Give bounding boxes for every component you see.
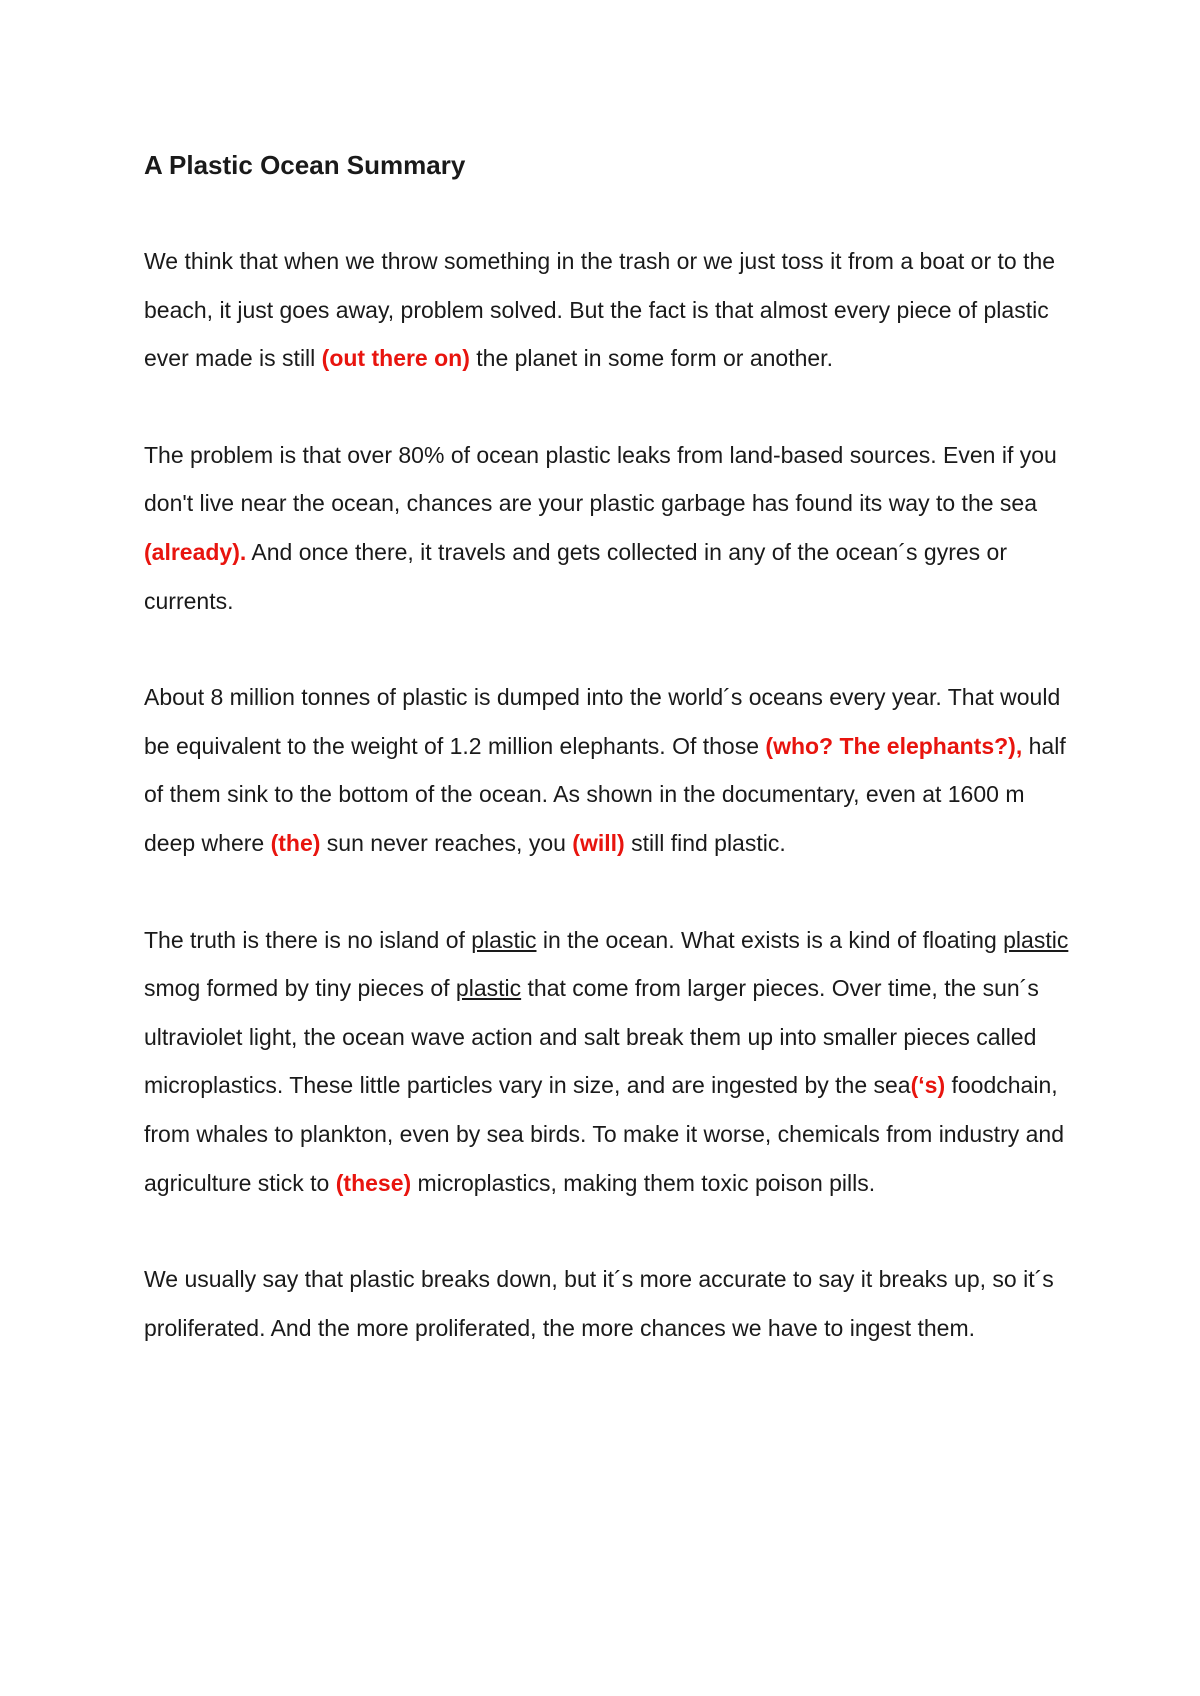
text-run: microplastics, making them toxic poison pills. [411, 1169, 876, 1196]
correction-note: (will) [572, 829, 625, 856]
paragraph-list [144, 237, 1074, 1352]
paragraph-4 [144, 916, 1074, 1208]
correction-note: (the) [270, 829, 321, 856]
paragraph-3 [144, 673, 1074, 867]
text-run: We think that when we throw something in the trash or we just toss it from a boat or to the beach, it just goes away, problem solved. But the fact is that almost every piece of plastic ever made is still [144, 248, 1056, 372]
underlined-word: plastic [471, 926, 537, 953]
underlined-word: plastic [1003, 926, 1069, 953]
text-run: smog formed by tiny pieces of [144, 975, 456, 1002]
text-run: About 8 million tonnes of plastic is dumped into the world´s oceans every year. That would be equivalent to the weight of 1.2 million elephants. Of those [144, 684, 1061, 759]
paragraph-2 [144, 431, 1074, 625]
text-run: the planet in some form or another. [469, 345, 833, 372]
correction-note: (these) [335, 1169, 412, 1196]
text-run: half of them sink to the bottom of the ocean. As shown in the documentary, even at 1600 m deep where [144, 732, 1066, 856]
paragraph-1 [144, 237, 1074, 383]
correction-note: (‘s) [910, 1072, 946, 1099]
text-run: And once there, it travels and gets collected in any of the ocean´s gyres or currents. [144, 538, 1007, 614]
underlined-word: plastic [455, 975, 522, 1002]
text-run: We usually say that plastic breaks down, but it´s more accurate to say it breaks up, so it´s proliferated. And the more proliferated, the more chances we have to ingest them. [144, 1266, 1054, 1341]
text-run: The problem is that over 80% of ocean plastic leaks from land-based sources. Even if you don't live near the ocean, chances are your plastic garbage has found its way to the sea [144, 441, 1057, 517]
text-run: that come from larger pieces. Over time, the sun´s ultraviolet light, the ocean wave action and salt break them up into smaller pieces called microplastics. These little particles vary in size, and are ingested by the sea [144, 975, 1039, 1099]
text-run: in the ocean. What exists is a kind of floating [536, 926, 1004, 953]
text-run: The truth is there is no island of [144, 926, 472, 953]
correction-note: (who? The elephants?), [765, 732, 1023, 759]
paragraph-5 [144, 1255, 1074, 1352]
correction-note: (out there on) [321, 345, 470, 372]
text-run: sun never reaches, you [320, 829, 573, 856]
document-body [144, 140, 1074, 1400]
document-title: A Plastic Ocean Summary [144, 150, 466, 180]
correction-note: (already). [144, 538, 247, 565]
text-run: foodchain, from whales to plankton, even by sea birds. To make it worse, chemicals from industry and agriculture stick to [144, 1072, 1064, 1196]
text-run: still find plastic. [624, 829, 786, 856]
